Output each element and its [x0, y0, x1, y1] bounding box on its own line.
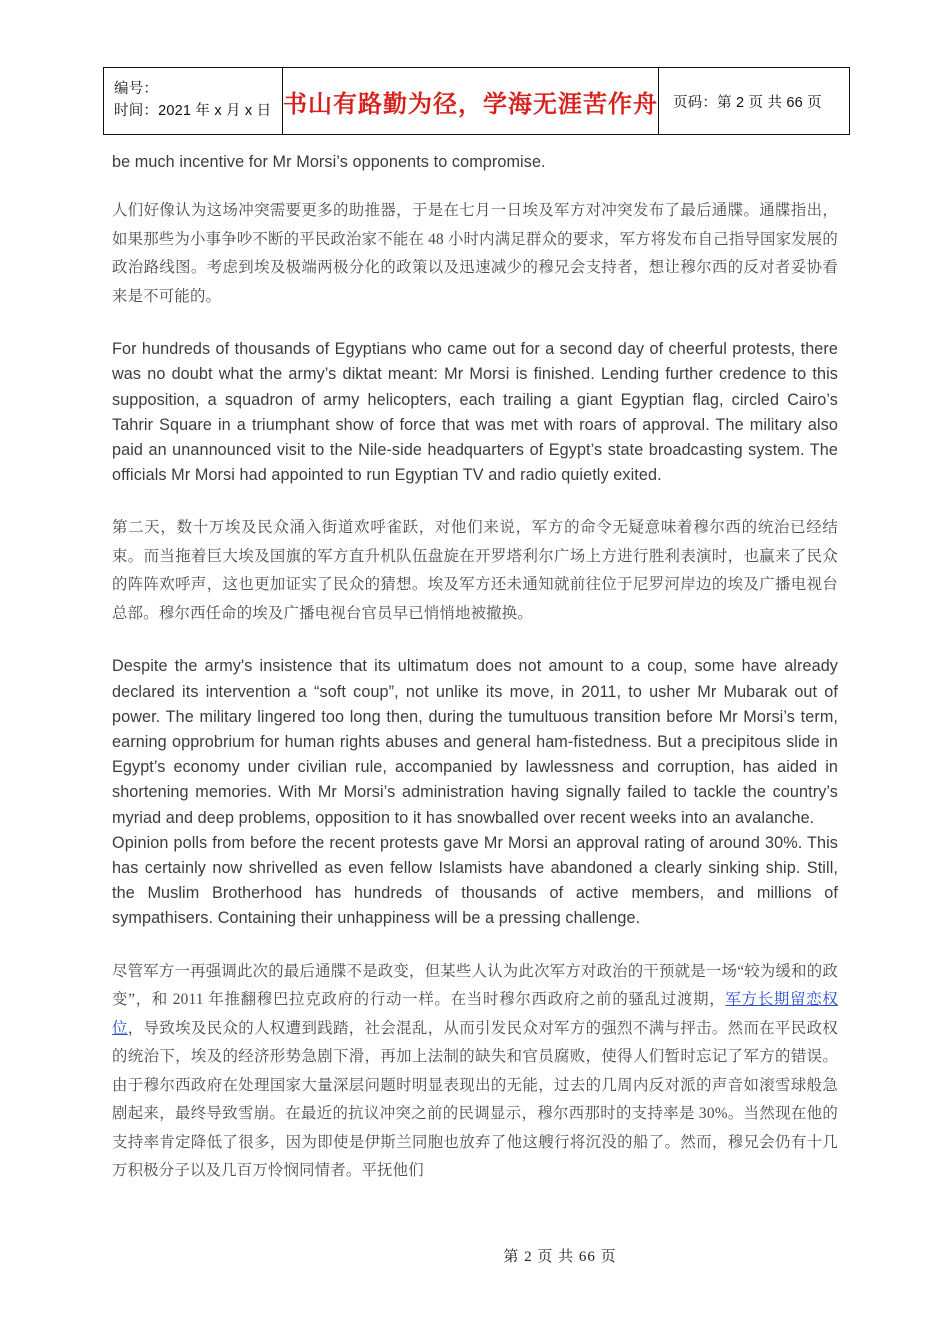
paragraph-chinese-3-segment-before-link: 尽管军方一再强调此次的最后通牒不是政变，但某些人认为此次军方对政治的干预就是一场“较为缓和的政变”，和 2011 年推翻穆巴拉克政府的行动一样。在当时穆尔西政府之前的骚乱过渡期，: [112, 962, 838, 1009]
header-table: [103, 67, 850, 135]
paragraph-chinese-2: 第二天，数十万埃及民众涌入街道欢呼雀跃，对他们来说，军方的命令无疑意味着穆尔西的统治已经结束。而当拖着巨大埃及国旗的军方直升机队伍盘旋在开罗塔利尔广场上方进行胜利表演时，也赢来了民众的阵阵欢呼声，这也更加证实了民众的猜想。埃及军方还未通知就前往位于尼罗河岸边的埃及广播电视台总部。穆尔西任命的埃及广播电视台官员早已悄悄地被撤换。: [112, 519, 838, 622]
document-date-label: 时间：2021 年 x 月 x 日: [114, 103, 272, 119]
paragraph-chinese-3: [112, 958, 838, 1186]
document-meta-block: [104, 75, 282, 127]
paragraph-english-3: Opinion polls from before the recent protests gave Mr Morsi an approval rating of around 30%. This has certainly now shrivelled as even fellow Islamists have abandoned a clearly sinking ship. Still, the Muslim Brotherhood has hundreds of thousands of active members, and millions of sympathisers. Containing their unhappiness will be a pressing challenge.: [112, 833, 838, 928]
paragraph-spacer: [112, 175, 838, 197]
paragraph-spacer: [112, 488, 838, 514]
paragraph-english-2: Despite the army's insistence that its ultimatum does not amount to a coup, some have already declared its intervention a “soft coup”, not unlike its move, in 2011, to usher Mr Mubarak out of power. The military lingered too long then, during the tumultuous transition before Mr Morsi’s term, earning opprobrium for human rights abuses and general ham-fistedness. But a precipitous slide in Egypt’s economy under civilian rule, accompanied by lawlessness and corruption, has aided in shortening memories. With Mr Morsi’s administration having signally failed to tackle the country’s myriad and deep problems, opposition to it has snowballed over recent weeks into an avalanche.: [112, 657, 838, 827]
document-body: [112, 150, 838, 1186]
header-page-number-label: 页码：第 2 页 共 66 页: [673, 94, 822, 111]
paragraph-chinese-3-segment-after-link: ，导致埃及民众的人权遭到践踏，社会混乱，从而引发民众对军方的强烈不满与抨击。然而在平民政权的统治下，埃及的经济形势急剧下滑，再加上法制的缺失和官员腐败，使得人们暂时忘记了军方的错误。由于穆尔西政府在处理国家大量深层问题时明显表现出的无能，过去的几周内反对派的声音如滚雪球般急剧起来，最终导致雪崩。在最近的抗议冲突之前的民调显示，穆尔西那时的支持率是 30%。当然现在他的支持率肯定降低了很多，因为即使是伊斯兰同胞也放弃了他这艘行将沉没的船了。然而，穆兄会仍有十几万积极分子以及几百万怜悯同情者。平抚他们: [112, 1019, 838, 1180]
header-cell-motto: [283, 68, 659, 135]
footer: [0, 1245, 950, 1266]
paragraph-spacer: [112, 932, 838, 958]
paragraph-english-1: For hundreds of thousands of Egyptians who came out for a second day of cheerful protests, there was no doubt what the army’s diktat meant: Mr Morsi is finished. Lending further credence to this supposition, a squadron of army helicopters, each trailing a giant Egyptian flag, circled Cairo’s Tahrir Square in a triumphant show of force that was met with roars of approval. The military also paid an unannounced visit to the Nile-side headquarters of Egypt’s state broadcasting system. The officials Mr Morsi had appointed to run Egyptian TV and radio quietly exited.: [112, 340, 838, 485]
paragraph-spacer: [112, 311, 838, 337]
paragraph-chinese-1: 人们好像认为这场冲突需要更多的助推器，于是在七月一日埃及军方对冲突发布了最后通牒。通牒指出，如果那些为小事争吵不断的平民政治家不能在 48 小时内满足群众的要求，军方将发布自己指导国家发展的政治路线图。考虑到埃及极端两极分化的政策以及迅速减少的穆兄会支持者，想让穆尔西的反对者妥协看来是不可能的。: [112, 202, 838, 305]
paragraph-spacer: [112, 628, 838, 654]
header-table-row: [104, 68, 850, 135]
motto-text: 书山有路勤为径，学海无涯苦作舟: [283, 91, 658, 118]
header-cell-page-number: [659, 68, 850, 135]
header-cell-document-meta: [104, 68, 283, 135]
footer-page-indicator: 第 2 页 共 66 页: [503, 1249, 617, 1265]
paragraph-english-continuation: be much incentive for Mr Morsi’s opponents to compromise.: [112, 153, 546, 171]
document-number-label: 编号：: [114, 81, 159, 98]
inline-hyperlink-military-power[interactable]: 军方长期留恋权位: [112, 991, 839, 1037]
